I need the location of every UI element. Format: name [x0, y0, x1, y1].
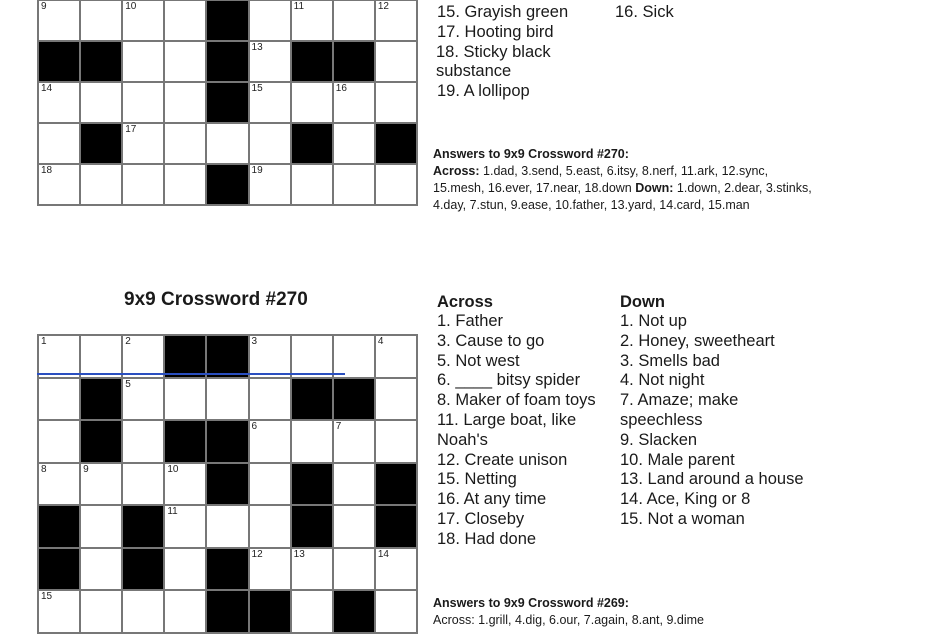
across-heading: Across [437, 293, 493, 311]
clue-number: 14 [41, 83, 53, 94]
black-square [292, 379, 332, 420]
black-square [81, 421, 121, 462]
white-square[interactable] [250, 165, 290, 204]
clue-item: 17. Hooting bird [437, 22, 554, 41]
white-square[interactable] [250, 549, 290, 590]
white-square[interactable] [39, 379, 79, 420]
white-square[interactable] [207, 379, 247, 420]
white-square[interactable] [123, 83, 163, 122]
black-square [250, 591, 290, 632]
puzzle-title: 9x9 Crossword #270 [124, 289, 308, 310]
black-square [123, 506, 163, 547]
clue-item: 15. Netting [437, 470, 517, 489]
clue-number: 3 [251, 336, 258, 347]
black-square [376, 464, 416, 505]
white-square[interactable] [250, 83, 290, 122]
white-square[interactable] [250, 506, 290, 547]
white-square[interactable] [292, 421, 332, 462]
clue-item: 10. Male parent [620, 450, 735, 469]
white-square[interactable] [376, 1, 416, 40]
down-heading: Down [620, 293, 665, 311]
black-square [207, 83, 247, 122]
top-down-side-clue: 16. Sick [615, 3, 674, 21]
black-square [207, 165, 247, 204]
clue-item: 1. Not up [620, 312, 687, 330]
white-square[interactable] [81, 506, 121, 547]
clue-item: 18. Sticky black substance [436, 42, 551, 81]
white-square[interactable] [165, 506, 205, 547]
black-square [292, 464, 332, 505]
clue-number: 8 [41, 463, 47, 475]
white-square[interactable] [39, 124, 79, 163]
white-square[interactable] [39, 591, 79, 632]
clue-number: 1 [41, 336, 47, 347]
white-square[interactable] [334, 421, 374, 462]
clue-item: 19. A lollipop [437, 82, 530, 101]
clue-item: 7. Amaze; make speechless [620, 391, 739, 429]
white-square[interactable] [250, 1, 290, 40]
white-square[interactable] [123, 124, 163, 163]
black-square [207, 42, 247, 81]
clue-number: 5 [125, 378, 131, 390]
white-square[interactable] [376, 591, 416, 632]
black-square [39, 42, 79, 81]
white-square[interactable] [376, 421, 416, 462]
clue-item: 15. Grayish green [437, 3, 569, 21]
clue-number: 11 [167, 506, 178, 518]
white-square[interactable] [165, 549, 205, 590]
clue-item: 15. Not a woman [620, 509, 745, 528]
white-square[interactable] [250, 379, 290, 420]
white-square[interactable] [81, 464, 121, 505]
black-square [207, 336, 247, 377]
answers-text: Across: 1.grill, 4.dig, 6.our, 7.again, 8.ant, 9.dime [433, 613, 704, 627]
white-square[interactable] [123, 379, 163, 420]
white-square[interactable] [165, 83, 205, 122]
clue-number: 13 [293, 548, 305, 560]
clue-number: 10 [125, 1, 137, 12]
clue-number: 18 [41, 165, 53, 176]
white-square[interactable] [207, 124, 247, 163]
clue-item: 1. Father [437, 312, 504, 330]
white-square[interactable] [334, 336, 374, 377]
clue-number: 15 [41, 591, 53, 603]
white-square[interactable] [334, 83, 374, 122]
clue-item: 16. At any time [437, 490, 547, 509]
clue-item: 9. Slacken [620, 430, 698, 449]
white-square[interactable] [123, 1, 163, 40]
top-answers-block [433, 146, 823, 214]
bottom-crossword-grid [37, 334, 418, 634]
clue-number: 19 [251, 165, 263, 176]
top-down-clues-partial [437, 3, 607, 102]
white-square[interactable] [165, 124, 205, 163]
white-square[interactable] [123, 464, 163, 505]
white-square[interactable] [39, 165, 79, 204]
answers-text: Across: 1.dad, 3.send, 5.east, 6.itsy, 8.nerf, 11.ark, 12.sync, 15.mesh, 16.ever, 17.near, 18.down Down: 1.down, 2.dear, 3.stinks, 4.day, 7.stun, 9.ease, 10.father, 13.yard, 14.card, 15.man [433, 164, 812, 212]
white-square[interactable] [165, 591, 205, 632]
clue-number: 11 [293, 1, 305, 12]
white-square[interactable] [207, 506, 247, 547]
white-square[interactable] [123, 421, 163, 462]
white-square[interactable] [165, 42, 205, 81]
clue-item: 6. ____ bitsy spider [437, 371, 581, 390]
black-square [81, 42, 121, 81]
white-square[interactable] [250, 464, 290, 505]
clue-number: 17 [125, 124, 137, 135]
clue-item: 3. Smells bad [620, 351, 720, 370]
white-square[interactable] [376, 336, 416, 377]
clue-number: 12 [251, 548, 263, 560]
white-square[interactable] [292, 83, 332, 122]
clue-number: 14 [377, 548, 389, 560]
black-square [376, 124, 416, 163]
black-square [334, 379, 374, 420]
white-square[interactable] [292, 549, 332, 590]
black-square [207, 549, 247, 590]
black-square [81, 379, 121, 420]
across-clues [437, 292, 617, 550]
black-square [292, 42, 332, 81]
bottom-answers-block [433, 595, 833, 629]
black-square [292, 506, 332, 547]
black-square [165, 421, 205, 462]
white-square[interactable] [123, 165, 163, 204]
white-square[interactable] [250, 42, 290, 81]
white-square[interactable] [334, 464, 374, 505]
white-square[interactable] [39, 1, 79, 40]
black-square [207, 591, 247, 632]
clue-item: 18. Had done [437, 529, 537, 548]
white-square[interactable] [123, 336, 163, 377]
black-square [334, 42, 374, 81]
white-square[interactable] [39, 421, 79, 462]
clue-number: 15 [251, 83, 263, 94]
white-square[interactable] [250, 124, 290, 163]
pen-annotation-line [37, 373, 345, 375]
black-square [81, 124, 121, 163]
white-square[interactable] [292, 1, 332, 40]
white-square[interactable] [292, 165, 332, 204]
black-square [207, 1, 247, 40]
white-square[interactable] [81, 165, 121, 204]
white-square[interactable] [376, 42, 416, 81]
clue-number: 16 [335, 83, 347, 94]
white-square[interactable] [165, 165, 205, 204]
clue-item: 17. Closeby [437, 509, 525, 528]
clue-item: 5. Not west [437, 351, 520, 370]
white-square[interactable] [123, 42, 163, 81]
white-square[interactable] [334, 124, 374, 163]
white-square[interactable] [334, 506, 374, 547]
clue-number: 2 [125, 336, 131, 347]
black-square [39, 506, 79, 547]
black-square [292, 124, 332, 163]
white-square[interactable] [250, 421, 290, 462]
top-crossword-grid [37, 0, 418, 206]
black-square [165, 336, 205, 377]
white-square[interactable] [39, 336, 79, 377]
white-square[interactable] [81, 83, 121, 122]
white-square[interactable] [334, 549, 374, 590]
white-square[interactable] [81, 336, 121, 377]
white-square[interactable] [376, 549, 416, 590]
clue-number: 12 [377, 1, 389, 12]
white-square[interactable] [292, 336, 332, 377]
black-square [39, 549, 79, 590]
clue-number: 7 [335, 421, 342, 433]
white-square[interactable] [81, 549, 121, 590]
clue-item: 2. Honey, sweetheart [620, 331, 775, 350]
white-square[interactable] [165, 464, 205, 505]
white-square[interactable] [376, 83, 416, 122]
black-square [207, 421, 247, 462]
black-square [123, 549, 163, 590]
clue-item: 4. Not night [620, 371, 705, 390]
white-square[interactable] [292, 591, 332, 632]
white-square[interactable] [250, 336, 290, 377]
clue-item: 8. Maker of foam toys [437, 391, 596, 410]
clue-item: 14. Ace, King or 8 [620, 490, 751, 509]
clue-number: 9 [41, 1, 47, 12]
answers-title: Answers to 9x9 Crossword #269: [433, 596, 629, 610]
white-square[interactable] [81, 1, 121, 40]
clue-item: 13. Land around a house [620, 470, 804, 489]
white-square[interactable] [39, 464, 79, 505]
black-square [376, 506, 416, 547]
down-clues [620, 292, 810, 530]
clue-number: 6 [251, 421, 258, 433]
white-square[interactable] [165, 379, 205, 420]
white-square[interactable] [165, 1, 205, 40]
white-square[interactable] [123, 591, 163, 632]
white-square[interactable] [376, 165, 416, 204]
answers-title: Answers to 9x9 Crossword #270: [433, 147, 629, 161]
clue-item: 3. Cause to go [437, 331, 545, 350]
clue-number: 9 [83, 463, 89, 475]
clue-item: 12. Create unison [437, 450, 568, 469]
clue-number: 13 [251, 42, 263, 53]
white-square[interactable] [334, 1, 374, 40]
white-square[interactable] [334, 165, 374, 204]
black-square [207, 464, 247, 505]
white-square[interactable] [81, 591, 121, 632]
clue-item: 11. Large boat, like Noah's [437, 410, 577, 449]
white-square[interactable] [39, 83, 79, 122]
clue-number: 4 [377, 336, 384, 347]
black-square [334, 591, 374, 632]
white-square[interactable] [376, 379, 416, 420]
clue-number: 10 [167, 463, 179, 475]
